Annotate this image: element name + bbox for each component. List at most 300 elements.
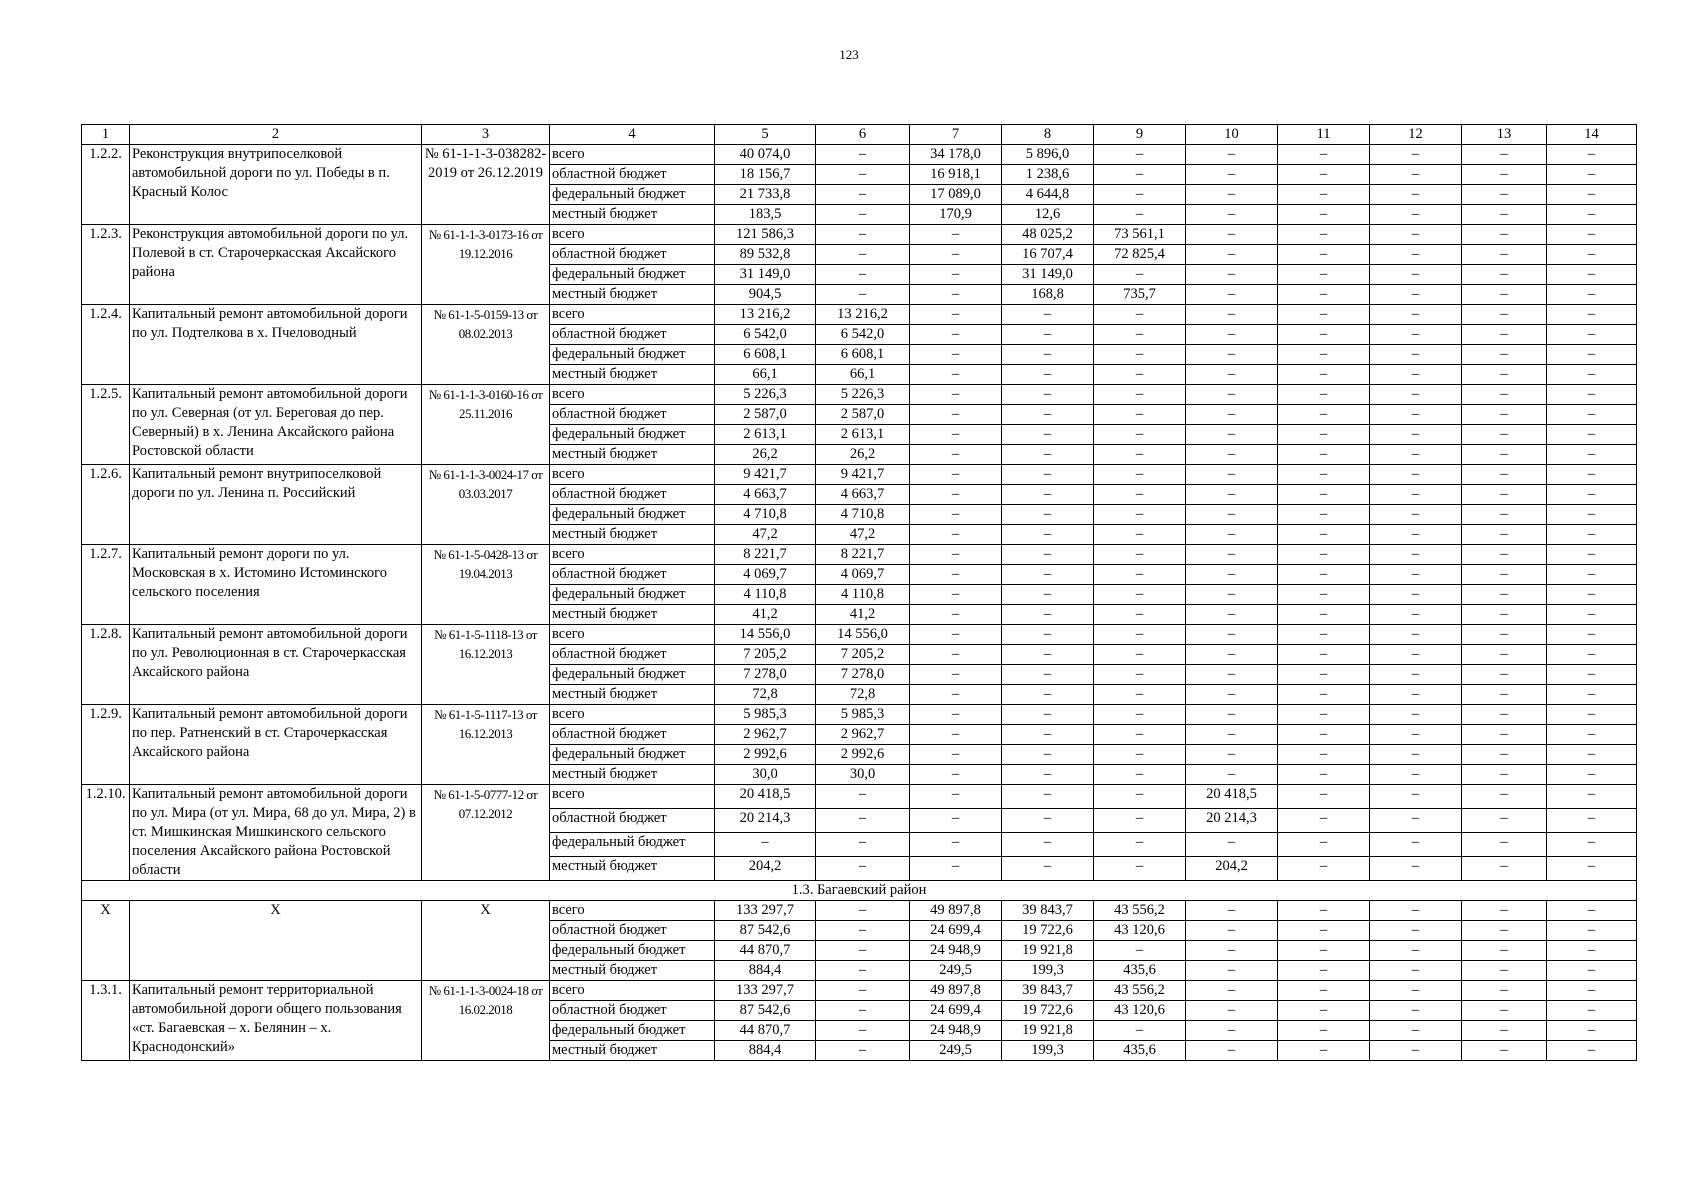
value-cell: 4 069,7 <box>715 565 816 585</box>
value-cell: – <box>910 405 1002 425</box>
value-cell: – <box>910 525 1002 545</box>
value-cell: – <box>1547 1041 1637 1061</box>
item-name: Реконструкция внутрипоселковой автомобильной дороги по ул. Победы в п. Красный Колос <box>130 145 422 225</box>
value-cell: 14 556,0 <box>715 625 816 645</box>
value-cell: – <box>1094 145 1186 165</box>
value-cell: 435,6 <box>1094 1041 1186 1061</box>
value-cell: 8 221,7 <box>816 545 910 565</box>
value-cell: – <box>1186 285 1278 305</box>
value-cell: 884,4 <box>715 1041 816 1061</box>
value-cell: – <box>816 145 910 165</box>
value-cell: – <box>1186 685 1278 705</box>
value-cell: – <box>1547 445 1637 465</box>
value-cell: – <box>1370 145 1462 165</box>
value-cell: – <box>816 921 910 941</box>
value-cell: – <box>1278 405 1370 425</box>
value-cell: – <box>910 665 1002 685</box>
value-cell: – <box>1370 833 1462 857</box>
value-cell: – <box>1370 901 1462 921</box>
value-cell: – <box>1094 645 1186 665</box>
value-cell: – <box>1462 1001 1547 1021</box>
value-cell: – <box>1462 185 1547 205</box>
source-label: всего <box>550 981 715 1001</box>
value-cell: – <box>1278 625 1370 645</box>
item-number: 1.2.4. <box>82 305 130 385</box>
value-cell: – <box>1186 425 1278 445</box>
value-cell: 6 608,1 <box>816 345 910 365</box>
value-cell: – <box>1370 405 1462 425</box>
value-cell: 2 587,0 <box>816 405 910 425</box>
value-cell: – <box>1462 765 1547 785</box>
value-cell: 204,2 <box>715 857 816 881</box>
value-cell: – <box>1002 545 1094 565</box>
value-cell: – <box>1370 305 1462 325</box>
value-cell: – <box>1186 545 1278 565</box>
value-cell: – <box>910 305 1002 325</box>
value-cell: – <box>1547 265 1637 285</box>
value-cell: – <box>1547 145 1637 165</box>
value-cell: – <box>1002 745 1094 765</box>
source-label: всего <box>550 225 715 245</box>
value-cell: – <box>1186 205 1278 225</box>
value-cell: – <box>1278 785 1370 809</box>
value-cell: – <box>910 545 1002 565</box>
column-number: 9 <box>1094 125 1186 145</box>
value-cell: – <box>1094 305 1186 325</box>
source-label: федеральный бюджет <box>550 833 715 857</box>
value-cell: – <box>1462 605 1547 625</box>
source-label: всего <box>550 385 715 405</box>
value-cell: – <box>1278 325 1370 345</box>
value-cell: – <box>1186 901 1278 921</box>
value-cell: – <box>1278 685 1370 705</box>
value-cell: – <box>1462 345 1547 365</box>
value-cell: – <box>1278 809 1370 833</box>
value-cell: – <box>1186 921 1278 941</box>
source-label: федеральный бюджет <box>550 1021 715 1041</box>
value-cell: 16 707,4 <box>1002 245 1094 265</box>
item-number: 1.3.1. <box>82 981 130 1061</box>
value-cell: – <box>1547 465 1637 485</box>
value-cell: 4 710,8 <box>715 505 816 525</box>
value-cell: 41,2 <box>715 605 816 625</box>
value-cell: 87 542,6 <box>715 921 816 941</box>
source-label: федеральный бюджет <box>550 505 715 525</box>
value-cell: – <box>715 833 816 857</box>
value-cell: 19 921,8 <box>1002 1021 1094 1041</box>
value-cell: – <box>816 1021 910 1041</box>
value-cell: 47,2 <box>816 525 910 545</box>
source-label: областной бюджет <box>550 565 715 585</box>
value-cell: – <box>1094 365 1186 385</box>
value-cell: – <box>1186 645 1278 665</box>
value-cell: 4 069,7 <box>816 565 910 585</box>
value-cell: – <box>1278 205 1370 225</box>
column-number: 10 <box>1186 125 1278 145</box>
value-cell: – <box>1462 705 1547 725</box>
value-cell: – <box>1002 405 1094 425</box>
section-title: 1.3. Багаевский район <box>82 881 1637 901</box>
item-name: Капитальный ремонт автомобильной дороги по ул. Подтелкова в х. Пчеловодный <box>130 305 422 385</box>
value-cell: – <box>1370 941 1462 961</box>
item-document: № 61-1-5-0777-12 от 07.12.2012 <box>422 785 550 881</box>
value-cell: 7 278,0 <box>715 665 816 685</box>
value-cell: 7 205,2 <box>816 645 910 665</box>
value-cell: – <box>1547 645 1637 665</box>
source-label: всего <box>550 705 715 725</box>
value-cell: – <box>1547 705 1637 725</box>
item-name: Капитальный ремонт территориальной автомобильной дороги общего пользования «ст. Багаевская – х. Белянин – х. Краснодонский» <box>130 981 422 1061</box>
value-cell: 6 542,0 <box>715 325 816 345</box>
value-cell: – <box>1547 325 1637 345</box>
value-cell: – <box>910 225 1002 245</box>
value-cell: – <box>816 165 910 185</box>
value-cell: – <box>1002 425 1094 445</box>
value-cell: – <box>1547 665 1637 685</box>
value-cell: – <box>1094 941 1186 961</box>
value-cell: – <box>1094 1021 1186 1041</box>
value-cell: – <box>910 645 1002 665</box>
value-cell: – <box>1186 445 1278 465</box>
item-number: Х <box>82 901 130 981</box>
value-cell: – <box>1462 485 1547 505</box>
value-cell: – <box>1462 1021 1547 1041</box>
item-number: 1.2.3. <box>82 225 130 305</box>
column-number: 7 <box>910 125 1002 145</box>
source-label: федеральный бюджет <box>550 585 715 605</box>
value-cell: – <box>910 425 1002 445</box>
value-cell: – <box>1186 705 1278 725</box>
value-cell: – <box>1462 405 1547 425</box>
budget-table <box>81 124 1637 1061</box>
value-cell: – <box>816 225 910 245</box>
value-cell: – <box>1186 225 1278 245</box>
value-cell: – <box>1278 345 1370 365</box>
source-label: местный бюджет <box>550 857 715 881</box>
value-cell: – <box>816 833 910 857</box>
value-cell: – <box>1002 725 1094 745</box>
column-number: 4 <box>550 125 715 145</box>
value-cell: 43 120,6 <box>1094 1001 1186 1021</box>
value-cell: – <box>1186 505 1278 525</box>
value-cell: – <box>1462 425 1547 445</box>
value-cell: – <box>910 725 1002 745</box>
value-cell: – <box>1462 205 1547 225</box>
value-cell: – <box>1094 809 1186 833</box>
value-cell: – <box>1547 565 1637 585</box>
value-cell: – <box>1186 585 1278 605</box>
value-cell: – <box>1094 625 1186 645</box>
value-cell: – <box>1278 505 1370 525</box>
value-cell: – <box>1547 1021 1637 1041</box>
value-cell: – <box>1462 981 1547 1001</box>
value-cell: – <box>1547 165 1637 185</box>
source-label: федеральный бюджет <box>550 745 715 765</box>
value-cell: 44 870,7 <box>715 941 816 961</box>
value-cell: – <box>1186 941 1278 961</box>
value-cell: – <box>1002 765 1094 785</box>
value-cell: – <box>1462 941 1547 961</box>
source-label: всего <box>550 305 715 325</box>
value-cell: – <box>1094 705 1186 725</box>
value-cell: 9 421,7 <box>816 465 910 485</box>
value-cell: – <box>1547 525 1637 545</box>
item-document: № 61-1-5-0428-13 от 19.04.2013 <box>422 545 550 625</box>
value-cell: 34 178,0 <box>910 145 1002 165</box>
value-cell: – <box>1370 665 1462 685</box>
value-cell: – <box>910 265 1002 285</box>
value-cell: – <box>910 605 1002 625</box>
value-cell: – <box>816 265 910 285</box>
source-label: всего <box>550 545 715 565</box>
item-document: № 61-1-5-0159-13 от 08.02.2013 <box>422 305 550 385</box>
value-cell: – <box>1278 833 1370 857</box>
value-cell: 48 025,2 <box>1002 225 1094 245</box>
value-cell: – <box>910 765 1002 785</box>
value-cell: – <box>1094 525 1186 545</box>
page-number: 123 <box>839 47 859 62</box>
value-cell: – <box>1186 485 1278 505</box>
header-row <box>82 125 1637 145</box>
value-cell: – <box>1278 665 1370 685</box>
column-number: 5 <box>715 125 816 145</box>
value-cell: – <box>1370 445 1462 465</box>
value-cell: – <box>1094 857 1186 881</box>
value-cell: – <box>1547 605 1637 625</box>
value-cell: – <box>816 1001 910 1021</box>
value-cell: – <box>1547 901 1637 921</box>
value-cell: – <box>1278 545 1370 565</box>
item-name: Капитальный ремонт автомобильной дороги по пер. Ратненский в ст. Старочеркасская Аксайского района <box>130 705 422 785</box>
item-number: 1.2.9. <box>82 705 130 785</box>
value-cell: – <box>1370 765 1462 785</box>
value-cell: – <box>1094 605 1186 625</box>
value-cell: – <box>1547 941 1637 961</box>
value-cell: – <box>1370 165 1462 185</box>
value-cell: 2 992,6 <box>715 745 816 765</box>
value-cell: – <box>1094 345 1186 365</box>
value-cell: – <box>1462 545 1547 565</box>
value-cell: 31 149,0 <box>1002 265 1094 285</box>
value-cell: – <box>1186 745 1278 765</box>
value-cell: – <box>910 565 1002 585</box>
value-cell: 5 226,3 <box>715 385 816 405</box>
value-cell: – <box>1370 565 1462 585</box>
value-cell: – <box>1370 585 1462 605</box>
item-number: 1.2.2. <box>82 145 130 225</box>
value-cell: 2 962,7 <box>816 725 910 745</box>
value-cell: – <box>1462 685 1547 705</box>
value-cell: 735,7 <box>1094 285 1186 305</box>
value-cell: – <box>1547 685 1637 705</box>
value-cell: – <box>1278 857 1370 881</box>
value-cell: 44 870,7 <box>715 1021 816 1041</box>
value-cell: – <box>1370 385 1462 405</box>
value-cell: – <box>910 285 1002 305</box>
value-cell: – <box>1370 505 1462 525</box>
value-cell: – <box>910 345 1002 365</box>
value-cell: – <box>1278 1041 1370 1061</box>
value-cell: 1 238,6 <box>1002 165 1094 185</box>
value-cell: – <box>1370 285 1462 305</box>
value-cell: – <box>1370 1021 1462 1041</box>
value-cell: – <box>1094 505 1186 525</box>
value-cell: 26,2 <box>816 445 910 465</box>
value-cell: – <box>1278 385 1370 405</box>
value-cell: – <box>1462 857 1547 881</box>
value-cell: – <box>1370 745 1462 765</box>
source-label: местный бюджет <box>550 205 715 225</box>
value-cell: – <box>1186 265 1278 285</box>
source-label: федеральный бюджет <box>550 185 715 205</box>
value-cell: – <box>1278 245 1370 265</box>
column-number: 1 <box>82 125 130 145</box>
value-cell: – <box>1370 705 1462 725</box>
value-cell: – <box>1547 857 1637 881</box>
value-cell: – <box>1094 265 1186 285</box>
value-cell: – <box>1462 809 1547 833</box>
value-cell: 87 542,6 <box>715 1001 816 1021</box>
value-cell: 133 297,7 <box>715 901 816 921</box>
value-cell: – <box>1094 165 1186 185</box>
value-cell: 168,8 <box>1002 285 1094 305</box>
value-cell: – <box>1462 465 1547 485</box>
value-cell: – <box>1186 625 1278 645</box>
value-cell: – <box>1002 605 1094 625</box>
value-cell: 204,2 <box>1186 857 1278 881</box>
value-cell: 8 221,7 <box>715 545 816 565</box>
source-label: областной бюджет <box>550 245 715 265</box>
value-cell: – <box>1547 245 1637 265</box>
value-cell: – <box>1370 809 1462 833</box>
value-cell: – <box>1002 505 1094 525</box>
source-label: всего <box>550 625 715 645</box>
table-row <box>82 981 1637 1001</box>
value-cell: – <box>910 245 1002 265</box>
value-cell: – <box>816 285 910 305</box>
value-cell: – <box>1094 685 1186 705</box>
section-row <box>82 881 1637 901</box>
value-cell: 904,5 <box>715 285 816 305</box>
value-cell: – <box>1186 961 1278 981</box>
value-cell: – <box>1186 1021 1278 1041</box>
value-cell: – <box>1547 785 1637 809</box>
item-number: 1.2.6. <box>82 465 130 545</box>
value-cell: – <box>1002 385 1094 405</box>
value-cell: – <box>1094 585 1186 605</box>
value-cell: – <box>1186 765 1278 785</box>
value-cell: 5 226,3 <box>816 385 910 405</box>
value-cell: – <box>1462 565 1547 585</box>
source-label: областной бюджет <box>550 325 715 345</box>
value-cell: – <box>1278 305 1370 325</box>
value-cell: 17 089,0 <box>910 185 1002 205</box>
value-cell: – <box>1278 525 1370 545</box>
value-cell: 26,2 <box>715 445 816 465</box>
value-cell: 170,9 <box>910 205 1002 225</box>
value-cell: – <box>910 809 1002 833</box>
value-cell: – <box>1278 185 1370 205</box>
value-cell: – <box>816 981 910 1001</box>
item-name: Капитальный ремонт автомобильной дороги по ул. Мира (от ул. Мира, 68 до ул. Мира, 2) в ст. Мишкинская Мишкинского сельского поселения Аксайского района Ростовской области <box>130 785 422 881</box>
value-cell: – <box>1278 425 1370 445</box>
value-cell: – <box>1186 165 1278 185</box>
value-cell: – <box>1002 365 1094 385</box>
value-cell: – <box>1186 325 1278 345</box>
value-cell: – <box>1547 809 1637 833</box>
value-cell: – <box>910 485 1002 505</box>
value-cell: – <box>816 809 910 833</box>
value-cell: 24 699,4 <box>910 921 1002 941</box>
value-cell: 66,1 <box>816 365 910 385</box>
value-cell: – <box>1547 365 1637 385</box>
item-document: № 61-1-1-3-0024-17 от 03.03.2017 <box>422 465 550 545</box>
value-cell: – <box>1547 505 1637 525</box>
source-label: областной бюджет <box>550 809 715 833</box>
value-cell: – <box>816 857 910 881</box>
value-cell: – <box>910 833 1002 857</box>
value-cell: 4 110,8 <box>816 585 910 605</box>
value-cell: – <box>1002 305 1094 325</box>
value-cell: – <box>1278 1021 1370 1041</box>
value-cell: – <box>1462 645 1547 665</box>
value-cell: 7 278,0 <box>816 665 910 685</box>
value-cell: 13 216,2 <box>715 305 816 325</box>
value-cell: 4 710,8 <box>816 505 910 525</box>
value-cell: – <box>1278 145 1370 165</box>
value-cell: – <box>1547 405 1637 425</box>
value-cell: – <box>1370 605 1462 625</box>
value-cell: – <box>1278 445 1370 465</box>
value-cell: – <box>1370 645 1462 665</box>
value-cell: – <box>1547 545 1637 565</box>
value-cell: – <box>1094 765 1186 785</box>
value-cell: 199,3 <box>1002 1041 1094 1061</box>
value-cell: – <box>816 941 910 961</box>
value-cell: – <box>910 465 1002 485</box>
value-cell: – <box>1094 185 1186 205</box>
value-cell: 19 921,8 <box>1002 941 1094 961</box>
value-cell: – <box>1278 265 1370 285</box>
value-cell: 19 722,6 <box>1002 921 1094 941</box>
value-cell: 249,5 <box>910 1041 1002 1061</box>
value-cell: – <box>1278 645 1370 665</box>
value-cell: – <box>1278 605 1370 625</box>
value-cell: – <box>1002 465 1094 485</box>
value-cell: – <box>1094 833 1186 857</box>
value-cell: – <box>1186 725 1278 745</box>
value-cell: – <box>1370 1041 1462 1061</box>
value-cell: – <box>816 245 910 265</box>
item-number: 1.2.10. <box>82 785 130 881</box>
value-cell: – <box>1094 205 1186 225</box>
value-cell: – <box>1186 405 1278 425</box>
value-cell: – <box>1278 285 1370 305</box>
item-number: 1.2.8. <box>82 625 130 705</box>
source-label: местный бюджет <box>550 525 715 545</box>
value-cell: – <box>1094 385 1186 405</box>
value-cell: 24 948,9 <box>910 1021 1002 1041</box>
value-cell: – <box>1462 385 1547 405</box>
value-cell: – <box>1094 445 1186 465</box>
value-cell: 133 297,7 <box>715 981 816 1001</box>
value-cell: – <box>1370 325 1462 345</box>
value-cell: 18 156,7 <box>715 165 816 185</box>
value-cell: – <box>910 365 1002 385</box>
value-cell: 2 613,1 <box>816 425 910 445</box>
value-cell: – <box>1002 785 1094 809</box>
value-cell: – <box>1002 645 1094 665</box>
